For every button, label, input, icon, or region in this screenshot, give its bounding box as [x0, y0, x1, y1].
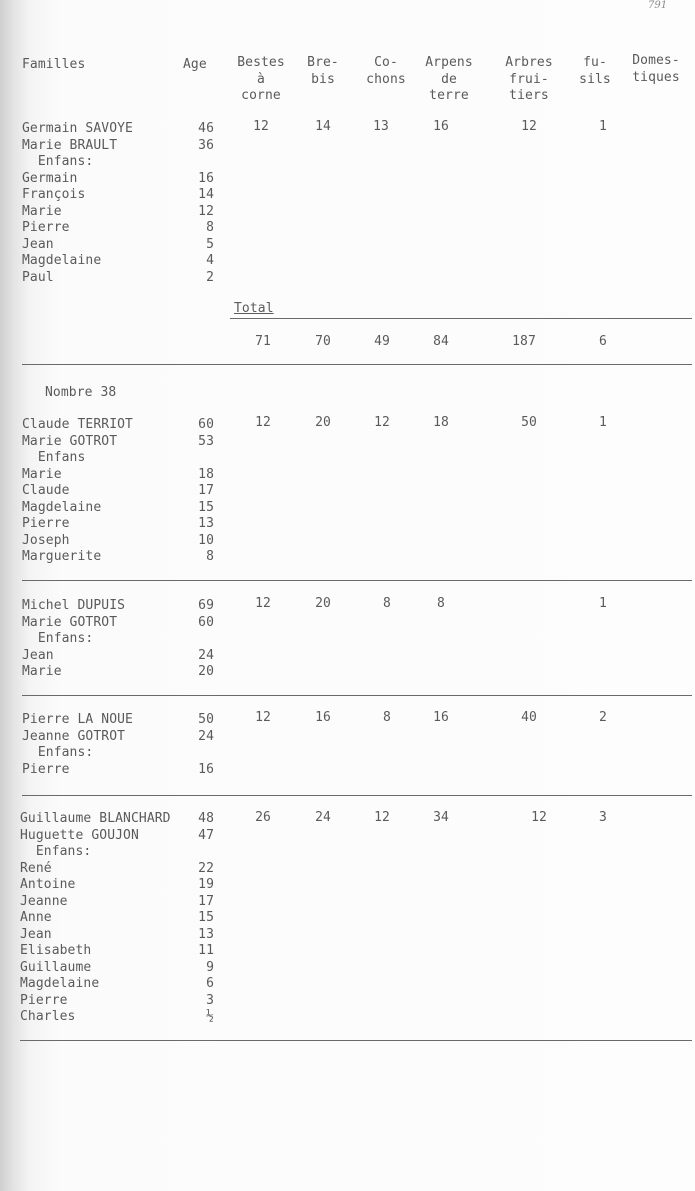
family-divider	[20, 1040, 692, 1041]
value-arpens: 8	[437, 596, 445, 611]
value-brebis: 14	[315, 119, 331, 134]
header-bestes-a-corne: Bestes à corne	[237, 55, 285, 103]
value-arbres: 12	[531, 810, 547, 825]
value-brebis: 16	[315, 710, 331, 725]
value-bestes: 12	[253, 119, 269, 134]
header-arbres-fruitiers: Arbres frui- tiers	[505, 55, 553, 103]
value-arbres: 50	[521, 415, 537, 430]
family-divider	[22, 795, 692, 796]
value-arbres: 12	[521, 119, 537, 134]
value-cochons: 13	[373, 119, 389, 134]
header-fusils: fu- sils	[579, 55, 611, 87]
total-rule-top	[230, 318, 692, 319]
value-arpens: 34	[433, 810, 449, 825]
value-bestes: 26	[255, 810, 271, 825]
nombre-count: Nombre 38	[45, 385, 117, 400]
value-brebis: 24	[315, 810, 331, 825]
total-arbres: 187	[512, 334, 536, 349]
value-bestes: 12	[255, 415, 271, 430]
value-arpens: 18	[433, 415, 449, 430]
value-cochons: 12	[374, 810, 390, 825]
total-cochons: 49	[374, 334, 390, 349]
total-bestes: 71	[255, 334, 271, 349]
total-fusils: 6	[599, 334, 607, 349]
header-age: Age	[183, 57, 207, 72]
header-domestiques: Domes- tiques	[632, 53, 680, 85]
family-members: Guillaume BLANCHARD Huguette GOUJON Enfans: René Antoine Jeanne Anne Jean Elisabeth Guillaume Magdelaine Pierre Charles	[20, 811, 171, 1024]
family-divider	[22, 695, 692, 696]
value-bestes: 12	[255, 596, 271, 611]
family-members: Pierre LA NOUE Jeanne GOTROT Enfans: Pierre	[22, 712, 133, 777]
value-fusils: 1	[599, 415, 607, 430]
header-cochons: Co- chons	[366, 55, 406, 87]
value-cochons: 8	[383, 710, 391, 725]
value-arbres: 40	[521, 710, 537, 725]
total-label: Total	[234, 301, 274, 316]
value-cochons: 12	[374, 415, 390, 430]
value-arpens: 16	[433, 710, 449, 725]
value-brebis: 20	[315, 415, 331, 430]
family-ages: 69 60 24 20	[198, 598, 214, 679]
total-rule-bottom	[22, 364, 692, 365]
family-members: Germain SAVOYE Marie BRAULT Enfans: Germain François Marie Pierre Jean Magdelaine Paul	[22, 121, 133, 285]
value-brebis: 20	[315, 596, 331, 611]
total-brebis: 70	[315, 334, 331, 349]
corner-page-note: 791	[648, 0, 668, 11]
family-ages: 60 53 18 17 15 13 10 8	[198, 417, 214, 564]
value-fusils: 3	[599, 810, 607, 825]
value-arpens: 16	[433, 119, 449, 134]
value-bestes: 12	[255, 710, 271, 725]
family-members: Michel DUPUIS Marie GOTROT Enfans: Jean Marie	[22, 598, 126, 679]
header-brebis: Bre- bis	[307, 55, 339, 87]
family-divider	[22, 580, 692, 581]
family-ages: 48 47 22 19 17 15 13 11 9 6 3 ½	[198, 811, 214, 1024]
family-members: Claude TERRIOT Marie GOTROT Enfans Marie Claude Magdelaine Pierre Joseph Marguerite	[22, 417, 133, 564]
value-cochons: 8	[383, 596, 391, 611]
header-arpens-de-terre: Arpens de terre	[425, 55, 473, 103]
total-arpens: 84	[433, 334, 449, 349]
family-ages: 50 24 16	[198, 712, 214, 777]
header-familles: Familles	[22, 57, 86, 72]
value-fusils: 1	[599, 596, 607, 611]
family-ages: 46 36 16 14 12 8 5 4 2	[198, 121, 214, 285]
value-fusils: 1	[599, 119, 607, 134]
value-fusils: 2	[599, 710, 607, 725]
